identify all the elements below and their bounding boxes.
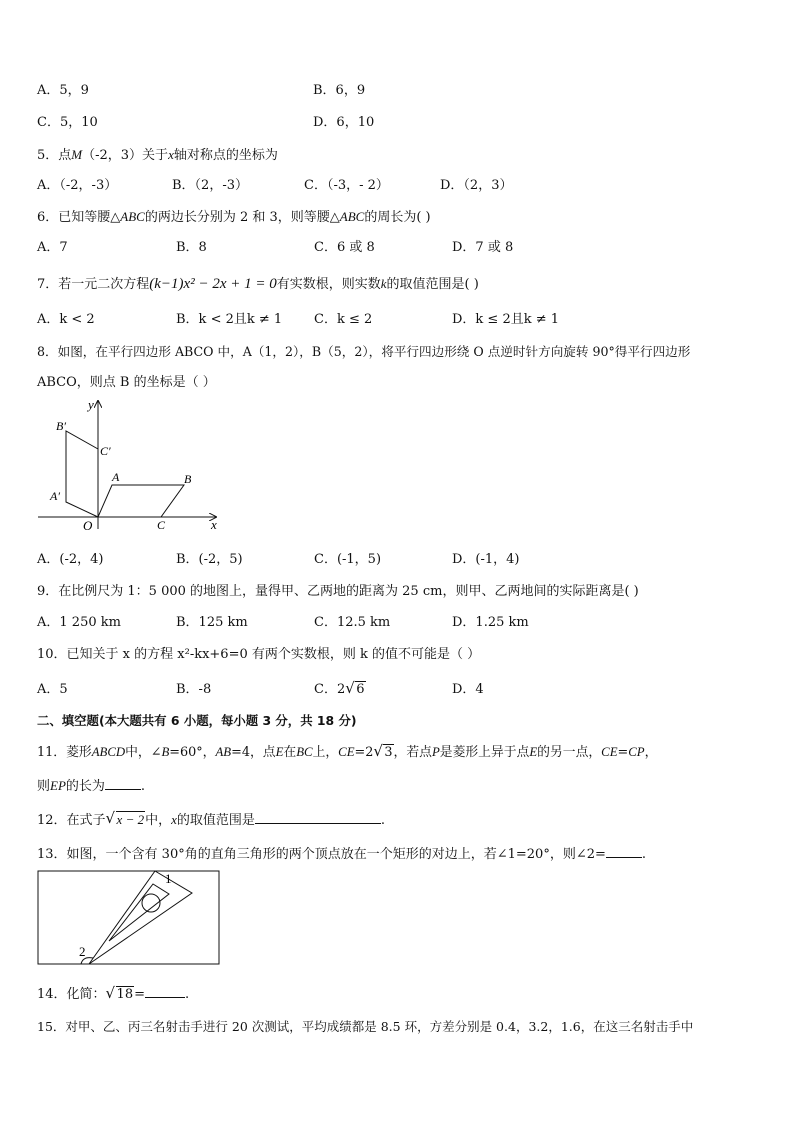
q8-option-a: A．(-2，4): [37, 552, 104, 567]
q15-stem: 15．对甲、乙、丙三名射击手进行 20 次测试，平均成绩都是 8.5 环，方差分别是 0.4，3.2，1.6，在这三名射击手中: [37, 1019, 694, 1034]
q7-equation: (k−1)x² − 2x + 1 = 0: [149, 276, 277, 292]
y-axis-label: y: [88, 397, 94, 412]
q10-option-a: A．5: [37, 682, 68, 697]
q9-stem: 9．在比例尺为 1：5 000 的地图上，量得甲、乙两地的距离为 25 cm，则甲、乙两地间的实际距离是( ): [37, 584, 639, 599]
q6-option-c: C．6 或 8: [314, 240, 375, 255]
label-a: A: [112, 470, 120, 484]
q5-stem: 5．点M（-2，3）关于x轴对称点的坐标为: [37, 147, 278, 163]
q10-stem: 10．已知关于 x 的方程 x²-kx+6=0 有两个实数根，则 k 的值不可能是（ ）: [37, 647, 481, 662]
q6-option-a: A．7: [37, 240, 68, 255]
parallelogram-abco: [98, 485, 184, 517]
q10-option-d: D．4: [452, 682, 484, 697]
label-a-prime: A′: [50, 489, 60, 503]
triangle-outer: [89, 871, 192, 964]
parallelogram-rotated: [66, 431, 98, 517]
q13-stem: 13．如图，一个含有 30°角的直角三角形的两个顶点放在一个矩形的对边上，若∠1=20°，则∠2= .: [37, 847, 647, 862]
q8-option-b: B．(-2，5): [176, 552, 243, 567]
q14-stem: 14．化简： √ 18= .: [37, 984, 190, 1002]
q5-option-c: C．（-3，- 2）: [304, 178, 389, 193]
sqrt: √ x − 2: [105, 809, 145, 827]
sqrt: √ 6: [345, 679, 365, 697]
answer-blank[interactable]: [606, 845, 642, 858]
q6-option-d: D．7 或 8: [452, 240, 514, 255]
angle-label-1: 1: [165, 871, 172, 886]
q7-option-d: D．k ≤ 2且k ≠ 1: [452, 312, 560, 327]
q4-option-d: D．6，10: [313, 115, 375, 130]
label-c-prime: C′: [100, 444, 111, 458]
q9-option-c: C．12.5 km: [314, 615, 391, 630]
q12-stem: 12．在式子 √ x − 2中，x的取值范围是 .: [37, 809, 386, 828]
q8-option-c: C．(-1，5): [314, 552, 382, 567]
answer-blank[interactable]: [105, 777, 141, 790]
q7-option-a: A．k < 2: [37, 312, 95, 327]
q7-stem: 7．若一元二次方程(k−1)x² − 2x + 1 = 0有实数根，则实数k的取值范围是( ): [37, 276, 479, 292]
q7-option-b: B．k < 2且k ≠ 1: [176, 312, 283, 327]
q6-option-b: B．8: [176, 240, 207, 255]
q11-stem-line1: 11．菱形ABCD中，∠B=60°，AB=4，点E在BC上，CE=2 √ 3，若点P是菱形上异于点E的另一点，CE=CP，: [37, 742, 658, 760]
q11-stem-line2: 则EP的长为 .: [37, 778, 146, 794]
triangle-inner: [109, 884, 169, 941]
q8-stem-line2: ABCO，则点 B 的坐标是（ ）: [37, 375, 216, 390]
sqrt: √ 3: [373, 742, 393, 760]
q6-stem: 6．已知等腰△ABC的两边长分别为 2 和 3，则等腰△ABC的周长为( ): [37, 209, 431, 225]
label-o: O: [83, 518, 93, 533]
label-b-prime: B′: [56, 419, 66, 433]
q8-stem-line1: 8．如图，在平行四边形 ABCO 中，A（1，2），B（5，2），将平行四边形绕 O 点逆时针方向旋转 90°得平行四边形: [37, 344, 691, 359]
q7-option-c: C．k ≤ 2: [314, 312, 373, 327]
section-2-heading: 二、填空题(本大题共有 6 小题，每小题 3 分，共 18 分): [37, 713, 357, 728]
q5-option-d: D．（2，3）: [440, 178, 513, 193]
answer-blank[interactable]: [145, 985, 185, 998]
q13-figure: [37, 868, 223, 968]
q8-option-d: D．(-1，4): [452, 552, 520, 567]
angle-label-2: 2: [79, 944, 86, 959]
label-c: C: [157, 518, 166, 532]
q10-option-c: C．2 √ 6: [314, 679, 365, 697]
q4-option-b: B．6，9: [313, 83, 366, 98]
q9-option-a: A．1 250 km: [37, 615, 121, 630]
q8-figure: [36, 395, 226, 535]
q9-option-b: B．125 km: [176, 615, 248, 630]
x-axis-label: x: [211, 517, 217, 532]
q5-option-b: B．（2，-3）: [172, 178, 248, 193]
sqrt: √ 18: [105, 984, 134, 1002]
rectangle: [38, 871, 219, 964]
q5-option-a: A．（-2，-3）: [37, 178, 118, 193]
q9-option-d: D．1.25 km: [452, 615, 529, 630]
answer-blank[interactable]: [255, 811, 381, 824]
q10-option-b: B．-8: [176, 682, 212, 697]
label-b: B: [184, 472, 192, 486]
q4-option-a: A．5，9: [37, 83, 89, 98]
q4-option-c: C．5，10: [37, 115, 98, 130]
